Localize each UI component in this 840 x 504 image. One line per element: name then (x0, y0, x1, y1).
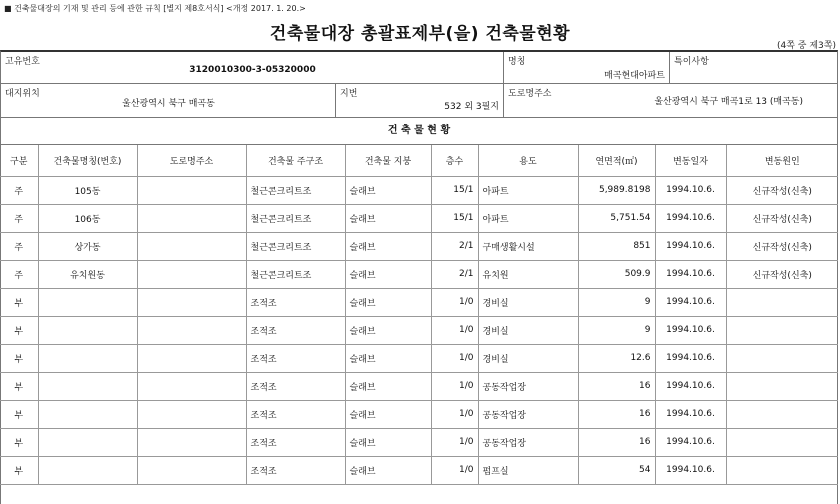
table-row (0, 288, 838, 316)
cell-main-structure: 철근콘크리트조 (246, 176, 345, 204)
cell-main-structure: 조적조 (246, 288, 345, 316)
cell-category: 부 (0, 400, 38, 428)
cell-road-address (137, 204, 246, 232)
cell-floor-area: 16 (578, 428, 655, 456)
cell-change-date: 1994.10.6. (655, 456, 726, 484)
cell-roof: 슬래브 (345, 400, 431, 428)
cell-category: 주 (0, 260, 38, 288)
cell-usage: 경비실 (478, 344, 578, 372)
cell-usage: 아파트 (478, 204, 578, 232)
cell-roof: 슬래브 (345, 288, 431, 316)
header-category: 구분 (0, 145, 38, 176)
section-title: 건 축 물 현 황 (0, 117, 838, 145)
table-row (0, 260, 838, 288)
cell-change-date: 1994.10.6. (655, 372, 726, 400)
cell-change-reason (726, 316, 838, 344)
road-address-value: 울산광역시 북구 매곡1로 13 (매곡동) (654, 97, 803, 107)
cell-roof: 슬래브 (345, 456, 431, 484)
building-status-table (0, 145, 838, 485)
cell-usage: 유치원 (478, 260, 578, 288)
table-row (0, 400, 838, 428)
location-label: 대지위치 (5, 89, 40, 99)
special-label: 특이사항 (674, 57, 709, 67)
name-label: 명칭 (508, 57, 526, 67)
name-value: 매곡현대아파트 (604, 71, 665, 81)
header-usage: 용도 (478, 145, 578, 176)
cell-category: 주 (0, 232, 38, 260)
header-change-reason: 변동원인 (726, 145, 838, 176)
cell-building-name (38, 400, 137, 428)
special-cell (670, 52, 837, 84)
cell-road-address (137, 372, 246, 400)
table-row (0, 372, 838, 400)
cell-floor-area: 16 (578, 400, 655, 428)
cell-change-reason: 신규작성(신축) (726, 204, 838, 232)
location-value: 울산광역시 북구 매곡동 (122, 99, 215, 109)
cell-floor-area: 54 (578, 456, 655, 484)
cell-road-address (137, 316, 246, 344)
cell-building-name (38, 316, 137, 344)
cell-floors: 15/1 (431, 176, 478, 204)
cell-change-reason (726, 344, 838, 372)
cell-floors: 1/0 (431, 344, 478, 372)
cell-change-reason (726, 428, 838, 456)
cell-road-address (137, 344, 246, 372)
location-cell (1, 84, 336, 118)
table-row (0, 344, 838, 372)
cell-category: 주 (0, 204, 38, 232)
cell-usage: 공동작업장 (478, 400, 578, 428)
lot-cell (336, 84, 504, 118)
cell-floors: 1/0 (431, 288, 478, 316)
name-cell (504, 52, 670, 84)
cell-main-structure: 조적조 (246, 428, 345, 456)
cell-roof: 슬래브 (345, 428, 431, 456)
cell-category: 부 (0, 316, 38, 344)
cell-usage: 경비실 (478, 288, 578, 316)
cell-main-structure: 조적조 (246, 456, 345, 484)
cell-category: 부 (0, 372, 38, 400)
lot-value: 532 외 3필지 (444, 102, 499, 112)
cell-change-date: 1994.10.6. (655, 204, 726, 232)
cell-floor-area: 9 (578, 288, 655, 316)
cell-change-reason: 신규작성(신축) (726, 260, 838, 288)
cell-floor-area: 9 (578, 316, 655, 344)
cell-building-name: 106동 (38, 204, 137, 232)
cell-change-reason: 신규작성(신축) (726, 232, 838, 260)
cell-building-name: 상가동 (38, 232, 137, 260)
header-change-date: 변동일자 (655, 145, 726, 176)
cell-main-structure: 조적조 (246, 344, 345, 372)
cell-road-address (137, 288, 246, 316)
cell-roof: 슬래브 (345, 232, 431, 260)
cell-usage: 펌프실 (478, 456, 578, 484)
cell-floors: 1/0 (431, 316, 478, 344)
cell-floors: 1/0 (431, 456, 478, 484)
id-cell (1, 52, 504, 84)
cell-roof: 슬래브 (345, 316, 431, 344)
cell-main-structure: 철근콘크리트조 (246, 232, 345, 260)
cell-floor-area: 16 (578, 372, 655, 400)
cell-usage: 공동작업장 (478, 372, 578, 400)
table-row (0, 428, 838, 456)
cell-building-name (38, 372, 137, 400)
cell-category: 부 (0, 344, 38, 372)
cell-category: 부 (0, 456, 38, 484)
cell-building-name (38, 344, 137, 372)
cell-category: 주 (0, 176, 38, 204)
cell-floor-area: 851 (578, 232, 655, 260)
cell-change-date: 1994.10.6. (655, 428, 726, 456)
table-row (0, 316, 838, 344)
cell-change-date: 1994.10.6. (655, 316, 726, 344)
cell-change-reason (726, 400, 838, 428)
cell-roof: 슬래브 (345, 372, 431, 400)
cell-main-structure: 조적조 (246, 372, 345, 400)
cell-road-address (137, 428, 246, 456)
cell-building-name (38, 456, 137, 484)
cell-road-address (137, 232, 246, 260)
cell-main-structure: 조적조 (246, 400, 345, 428)
road-address-label: 도로명주소 (508, 89, 552, 99)
lot-label: 지번 (340, 89, 358, 99)
header-floors: 층수 (431, 145, 478, 176)
cell-floors: 15/1 (431, 204, 478, 232)
cell-category: 부 (0, 428, 38, 456)
table-row (0, 204, 838, 232)
id-value: 3120010300-3-05320000 (189, 65, 316, 75)
cell-change-date: 1994.10.6. (655, 400, 726, 428)
cell-building-name (38, 428, 137, 456)
cell-usage: 공동작업장 (478, 428, 578, 456)
cell-road-address (137, 400, 246, 428)
cell-floors: 1/0 (431, 428, 478, 456)
cell-change-reason (726, 288, 838, 316)
cell-category: 부 (0, 288, 38, 316)
cell-roof: 슬래브 (345, 344, 431, 372)
cell-floor-area: 5,989.8198 (578, 176, 655, 204)
cell-change-date: 1994.10.6. (655, 288, 726, 316)
cell-main-structure: 조적조 (246, 316, 345, 344)
cell-change-date: 1994.10.6. (655, 176, 726, 204)
cell-building-name (38, 288, 137, 316)
cell-road-address (137, 176, 246, 204)
cell-main-structure: 철근콘크리트조 (246, 204, 345, 232)
table-row (0, 176, 838, 204)
cell-floors: 1/0 (431, 372, 478, 400)
cell-change-date: 1994.10.6. (655, 260, 726, 288)
header-floor-area: 연면적(㎡) (578, 145, 655, 176)
document-title: 건축물대장 총괄표제부(을) 건축물현황 (269, 24, 571, 44)
table-header-row (0, 145, 838, 176)
cell-floor-area: 509.9 (578, 260, 655, 288)
cell-change-date: 1994.10.6. (655, 232, 726, 260)
table-row (0, 232, 838, 260)
cell-floors: 2/1 (431, 260, 478, 288)
cell-roof: 슬래브 (345, 176, 431, 204)
cell-road-address (137, 456, 246, 484)
cell-change-date: 1994.10.6. (655, 344, 726, 372)
cell-usage: 경비실 (478, 316, 578, 344)
cell-usage: 아파트 (478, 176, 578, 204)
header-building-name: 건축물명칭(번호) (38, 145, 137, 176)
cell-usage: 구매생활시설 (478, 232, 578, 260)
cell-building-name: 105동 (38, 176, 137, 204)
cell-change-reason (726, 456, 838, 484)
cell-main-structure: 철근콘크리트조 (246, 260, 345, 288)
cell-roof: 슬래브 (345, 260, 431, 288)
table-row (0, 456, 838, 484)
id-label: 고유번호 (5, 57, 40, 67)
page-indicator: (4쪽 중 제3쪽) (777, 41, 836, 51)
cell-change-reason (726, 372, 838, 400)
cell-change-reason: 신규작성(신축) (726, 176, 838, 204)
header-road-address: 도로명주소 (137, 145, 246, 176)
cell-floor-area: 5,751.54 (578, 204, 655, 232)
cell-road-address (137, 260, 246, 288)
cell-floor-area: 12.6 (578, 344, 655, 372)
legal-reference: ■ 건축물대장의 기재 및 관리 등에 관한 규칙 [별지 제8호서식] <개정 2017. 1. 20.> (4, 4, 306, 13)
cell-roof: 슬래브 (345, 204, 431, 232)
header-main-structure: 건축물 주구조 (246, 145, 345, 176)
header-roof: 건축물 지붕 (345, 145, 431, 176)
road-address-cell (504, 84, 837, 118)
cell-floors: 2/1 (431, 232, 478, 260)
cell-building-name: 유치원동 (38, 260, 137, 288)
cell-floors: 1/0 (431, 400, 478, 428)
